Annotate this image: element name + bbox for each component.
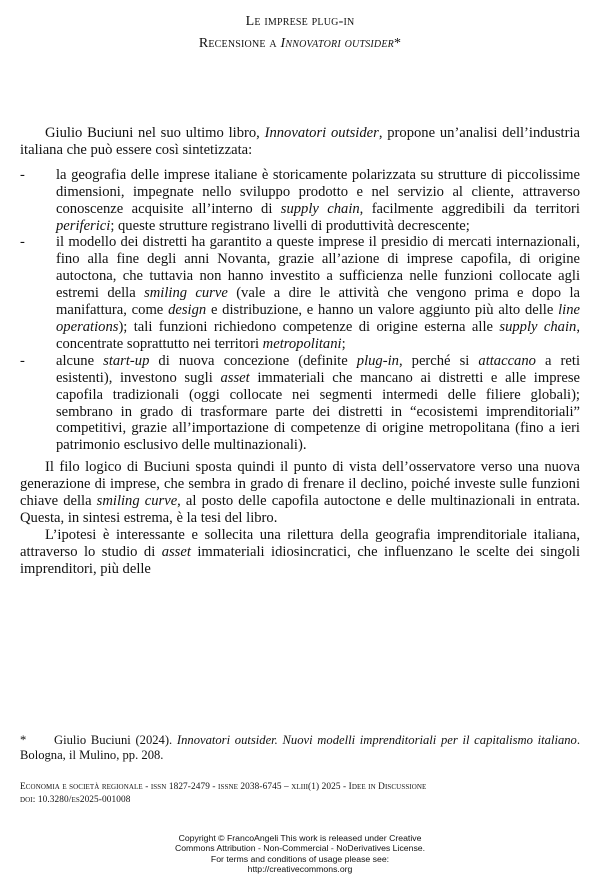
article-body bbox=[20, 125, 580, 578]
running-title-text: Le imprese plug-in bbox=[245, 14, 355, 29]
footnote-book-title: Innovatori outsider. Nuovi modelli imprenditoriali per il capitalismo italiano bbox=[176, 733, 577, 747]
dash-bullet: - bbox=[20, 166, 25, 183]
paragraph-hypothesis: L’ipotesi è interessante e sollecita una rilettura della geografia imprenditoriale italiana, attraverso lo studio di asset immateriali idiosincratici, che influenzano le scelte dei singoli imprenditori, più delle bbox=[20, 526, 581, 577]
footnote: * Giulio Buciuni (2024). Innovatori outsider. Nuovi modelli imprenditoriali per il capitalismo italiano. Bologna, il Mulino, pp. 208. bbox=[20, 733, 580, 763]
dash-bullet: - bbox=[20, 352, 25, 369]
dash-bullet: - bbox=[20, 234, 25, 251]
intro-paragraph: Giulio Buciuni nel suo ultimo libro, Innovatori outsider, propone un’analisi dell’industria italiana che può essere così sintetizzata: bbox=[20, 125, 580, 158]
paragraph-logic: Il filo logico di Buciuni sposta quindi il punto di vista dell’osservatore verso una nuova generazione di imprese, che sembra in grado di frenare il declino, poiché investe sulle funzioni chiave della smiling curve, al posto delle capofila autoctone e delle multinazionali in entrata. Questa, in sintesi estrema, è la tesi del libro. bbox=[20, 459, 580, 526]
footnote-reference-mark[interactable]: * bbox=[393, 36, 402, 51]
bullet-item-districts: - il modello dei distretti ha garantito a queste imprese il presidio di mercati internazionali, fino alla fine degli anni Novanta, grazie all’azione di imprese capofila, di origine autoctona, che tuttavia non hanno investito a sufficienza nelle funzioni collocate agli estremi della smiling curve (vale a dire le attività che vengono prima e dopo la manifattura, come design e distribuzione, e hanno un valore aggiunto più alto delle line operations); tali funzioni richiedono competenze di origine esterna alle supply chain, concentrate soprattutto nei territori metropolitani; bbox=[20, 234, 581, 352]
journal-issn-line: Economia e società regionale - issn 1827-2479 - issne 2038-6745 – xliii(1) 2025 - Idee in Discussione bbox=[20, 782, 427, 792]
journal-info bbox=[20, 781, 590, 806]
bullet-item-startups: - alcune start-up di nuova concezione (definite plug-in, perché si attaccano a reti esistenti), investono sugli asset immateriali che mancano ai distretti e alle imprese capofila tradizionali (oggi collocate nei segmenti intermedi delle filiere globali); sembrano in grado di trasformare parte dei distretti in “ecosistemi imprenditoriali” competitivi, grazie all’importazione di competenze di origine metropolitana (fino a ieri patrimonio esclusivo delle multinazionali). bbox=[20, 352, 580, 454]
running-title bbox=[0, 14, 600, 30]
review-subtitle bbox=[0, 36, 600, 52]
license-notice: Copyright © FrancoAngeli This work is released under Creative Commons Attribution - Non-Commercial - NoDerivatives License. For terms and conditions of usage please see: http://creativecommons.org bbox=[0, 833, 600, 875]
subtitle-prefix: Recensione a bbox=[198, 36, 281, 51]
bullet-list bbox=[20, 167, 580, 454]
license-link[interactable]: http://creativecommons.org bbox=[247, 864, 353, 875]
subtitle-book-title: Innovatori outsider bbox=[280, 36, 394, 51]
bullet-item-geography: - la geografia delle imprese italiane è storicamente polarizzata su strutture di piccolissime dimensioni, impegnate nello sviluppo prodotto e nel servizio al cliente, attraverso conoscenze acquisite all’interno di supply chain, facilmente aggredibili da territori periferici; queste strutture registrano livelli di produttività decrescente; bbox=[20, 166, 580, 234]
doi-line[interactable]: doi: 10.3280/es2025-001008 bbox=[20, 794, 131, 805]
footnote-mark: * bbox=[20, 733, 27, 747]
